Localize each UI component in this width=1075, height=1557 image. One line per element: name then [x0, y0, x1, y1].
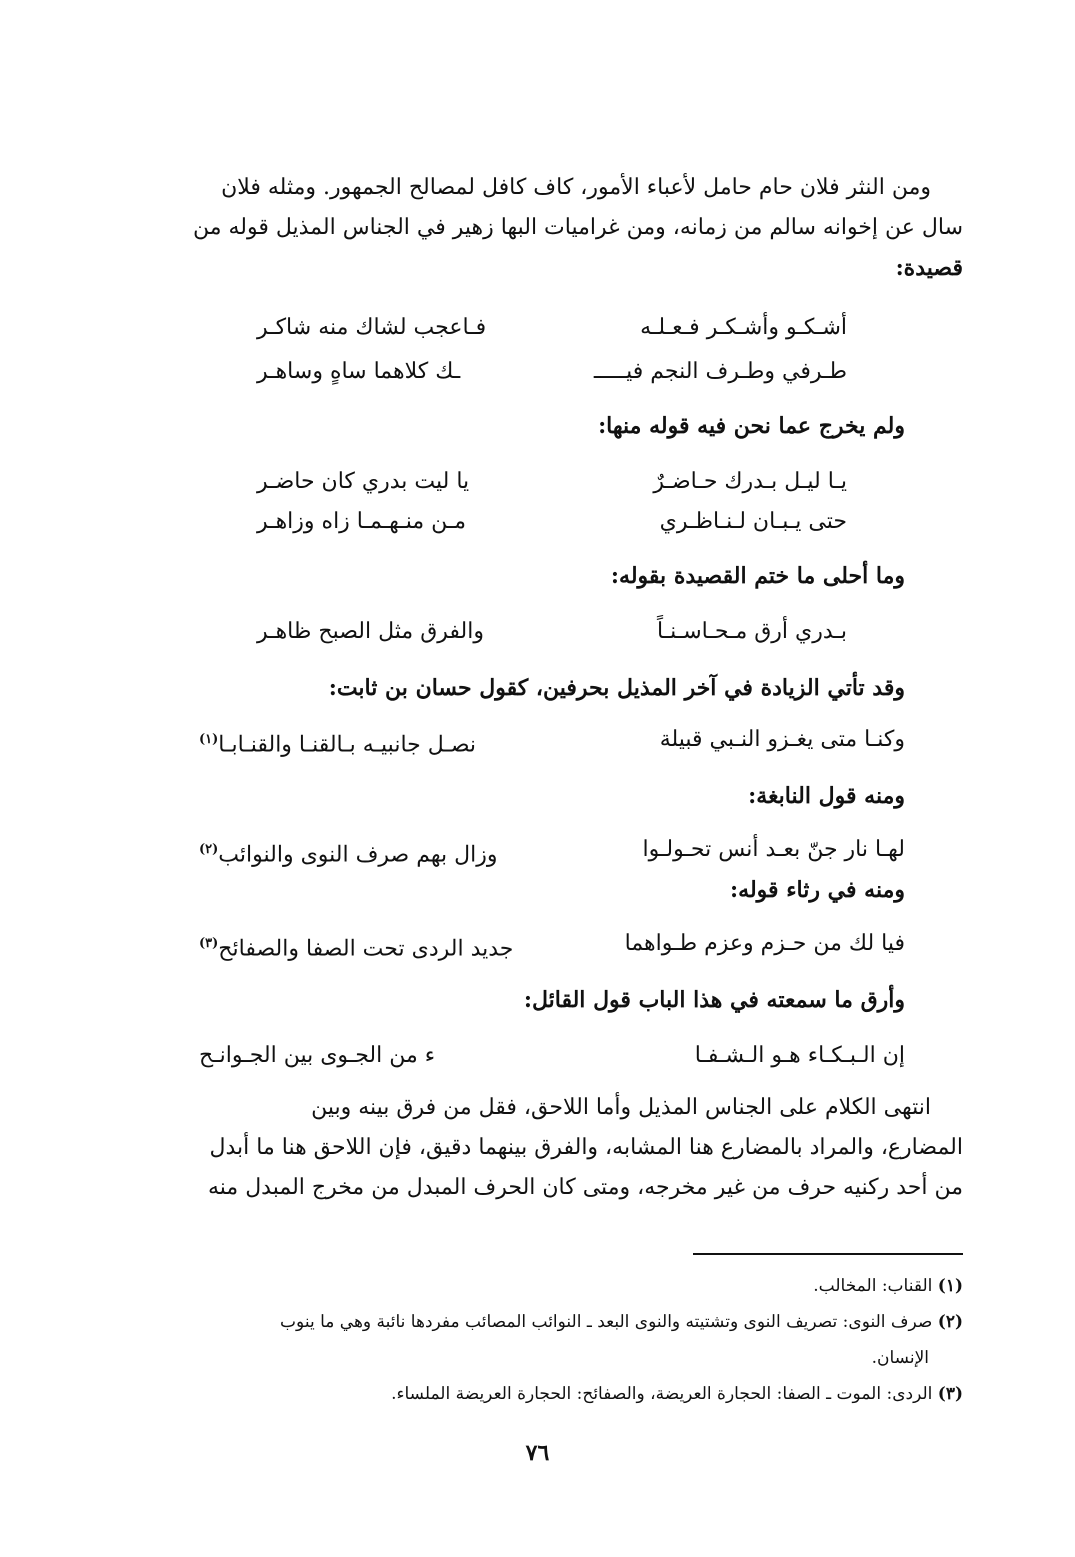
verse-first-hemistich: يـا ليـل بـدرك حـاضـرٌ: [653, 469, 847, 494]
verse-second-hemistich: وزال بهم صرف النوى والنوائب$^{(٢)}$: [199, 842, 498, 868]
footnote-separator: [693, 1253, 963, 1255]
verse-first-hemistich: طـرفي وطـرف النجم فيـــــ: [593, 359, 847, 384]
footnote-text: صرف النوى: تصريف النوى وتشتيته والنوى البعد ـ النوائب المصائب مفردها نائبة وهي ما ينوب: [280, 1312, 933, 1332]
footnote-ref[interactable]: (٢): [199, 842, 219, 857]
footnote-number: (١): [937, 1276, 963, 1296]
verse-intro: ولم يخرج عما نحن فيه قوله منها:: [598, 413, 905, 439]
verse-intro: ومنه في رثاء قوله:: [730, 877, 905, 903]
verse-second-hemistich: مـن منـهـمـا زاه وزاهـر: [257, 509, 467, 534]
footnote-3: [135, 1376, 963, 1412]
verse-first-hemistich: وكنـا متى يغـزو النـبي قبيلة: [659, 727, 905, 752]
verse-intro: وقد تأتي الزيادة في آخر المذيل بحرفين، كقول حسان بن ثابت:: [328, 675, 905, 701]
verse-line-9: [199, 1036, 905, 1076]
text-line: من أحد ركنيه حرف من غير مخرجه، ومتى كان الحرف المبدل من مخرج المبدل منه: [207, 1175, 963, 1200]
footnote-text: القناب: المخالب.: [813, 1276, 933, 1296]
footnote-1: [135, 1268, 963, 1304]
footnote-number: (٢): [937, 1312, 963, 1332]
verse-intro: وأرق ما سمعته في هذا الباب قول القائل:: [523, 987, 905, 1013]
verse-line-4: [257, 502, 847, 542]
verse-second-hemistich: نصـل جانبيـه بـالقنـا والقنـابـا$^{(١)}$: [199, 732, 477, 758]
verse-second-hemistich: جديد الردى تحت الصفا والصفائح$^{(٣)}$: [199, 936, 514, 962]
text-line: انتهى الكلام على الجناس المذيل وأما اللاحق، فقل من فرق بينه وبين: [311, 1095, 931, 1120]
verse-second-hemistich: فـاعجب لشاك منه شاكـر: [257, 315, 487, 340]
footnote-ref[interactable]: (١): [199, 732, 219, 747]
verse-first-hemistich: بـدري أرق مـحـاسـنـاً: [657, 619, 847, 644]
footnote-text: الردى: الموت ـ الصفا: الحجارة العريضة، والصفائح: الحجارة العريضة الملساء.: [391, 1384, 933, 1404]
verse-first-hemistich: فيا لك من حـزم وعزم طـواهما: [624, 931, 905, 956]
verse-intro: ومنه قول النابغة:: [748, 783, 905, 809]
verse-line-6: [199, 720, 905, 760]
footnote-ref[interactable]: (٣): [199, 936, 219, 951]
verse-line-8: [199, 924, 905, 964]
footnote-2: [135, 1304, 963, 1340]
text-line: المضارع، والمراد بالمضارع هنا المشابه، والفرق بينهما دقيق، فإن اللاحق هنا ما أبدل: [209, 1135, 963, 1160]
text-line: سال عن إخوانه سالم من زمانه، ومن غراميات البها زهير في الجناس المذيل قوله من: [192, 215, 963, 240]
verse-line-1: [257, 308, 847, 348]
paragraph-prose-nathr: [135, 168, 963, 288]
paragraph-jinas-lahiq: [135, 1088, 963, 1208]
verse-first-hemistich: لهـا نار جنّ بعـد أنس تحـولـوا: [642, 837, 905, 862]
verse-first-hemistich: أشـكـو وأشـكـر فـعـلـه: [640, 315, 847, 340]
footnote-number: (٣): [937, 1384, 963, 1404]
page-number: ٧٦: [525, 1440, 550, 1466]
text-line: ومن النثر فلان حام حامل لأعباء الأمور، كاف كافل لمصالح الجمهور. ومثله فلان: [221, 175, 931, 200]
verse-line-3: [257, 462, 847, 502]
verse-first-hemistich: إن الـبـكـاء هـو الـشـفـا: [694, 1043, 905, 1068]
verse-line-5: [257, 612, 847, 652]
verse-second-hemistich: والفرق مثل الصبح ظاهـر: [257, 619, 484, 644]
footnote-2-continuation: الإنسان.: [871, 1348, 929, 1368]
verse-second-hemistich: يا ليت بدري كان حاضـر: [257, 469, 470, 494]
verse-line-2: [257, 352, 847, 392]
text-line: قصيدة:: [895, 255, 963, 281]
verse-second-hemistich: ء من الجـوى بين الجـوانـح: [199, 1043, 436, 1068]
verse-first-hemistich: حتى يـبـان لـنـاظـري: [659, 509, 847, 534]
verse-second-hemistich: ـك كلاهما ساهٍ وساهـر: [257, 359, 461, 384]
verse-intro: وما أحلى ما ختم القصيدة بقوله:: [610, 563, 905, 589]
footnotes: [135, 1268, 963, 1412]
verse-line-7: [199, 830, 905, 870]
